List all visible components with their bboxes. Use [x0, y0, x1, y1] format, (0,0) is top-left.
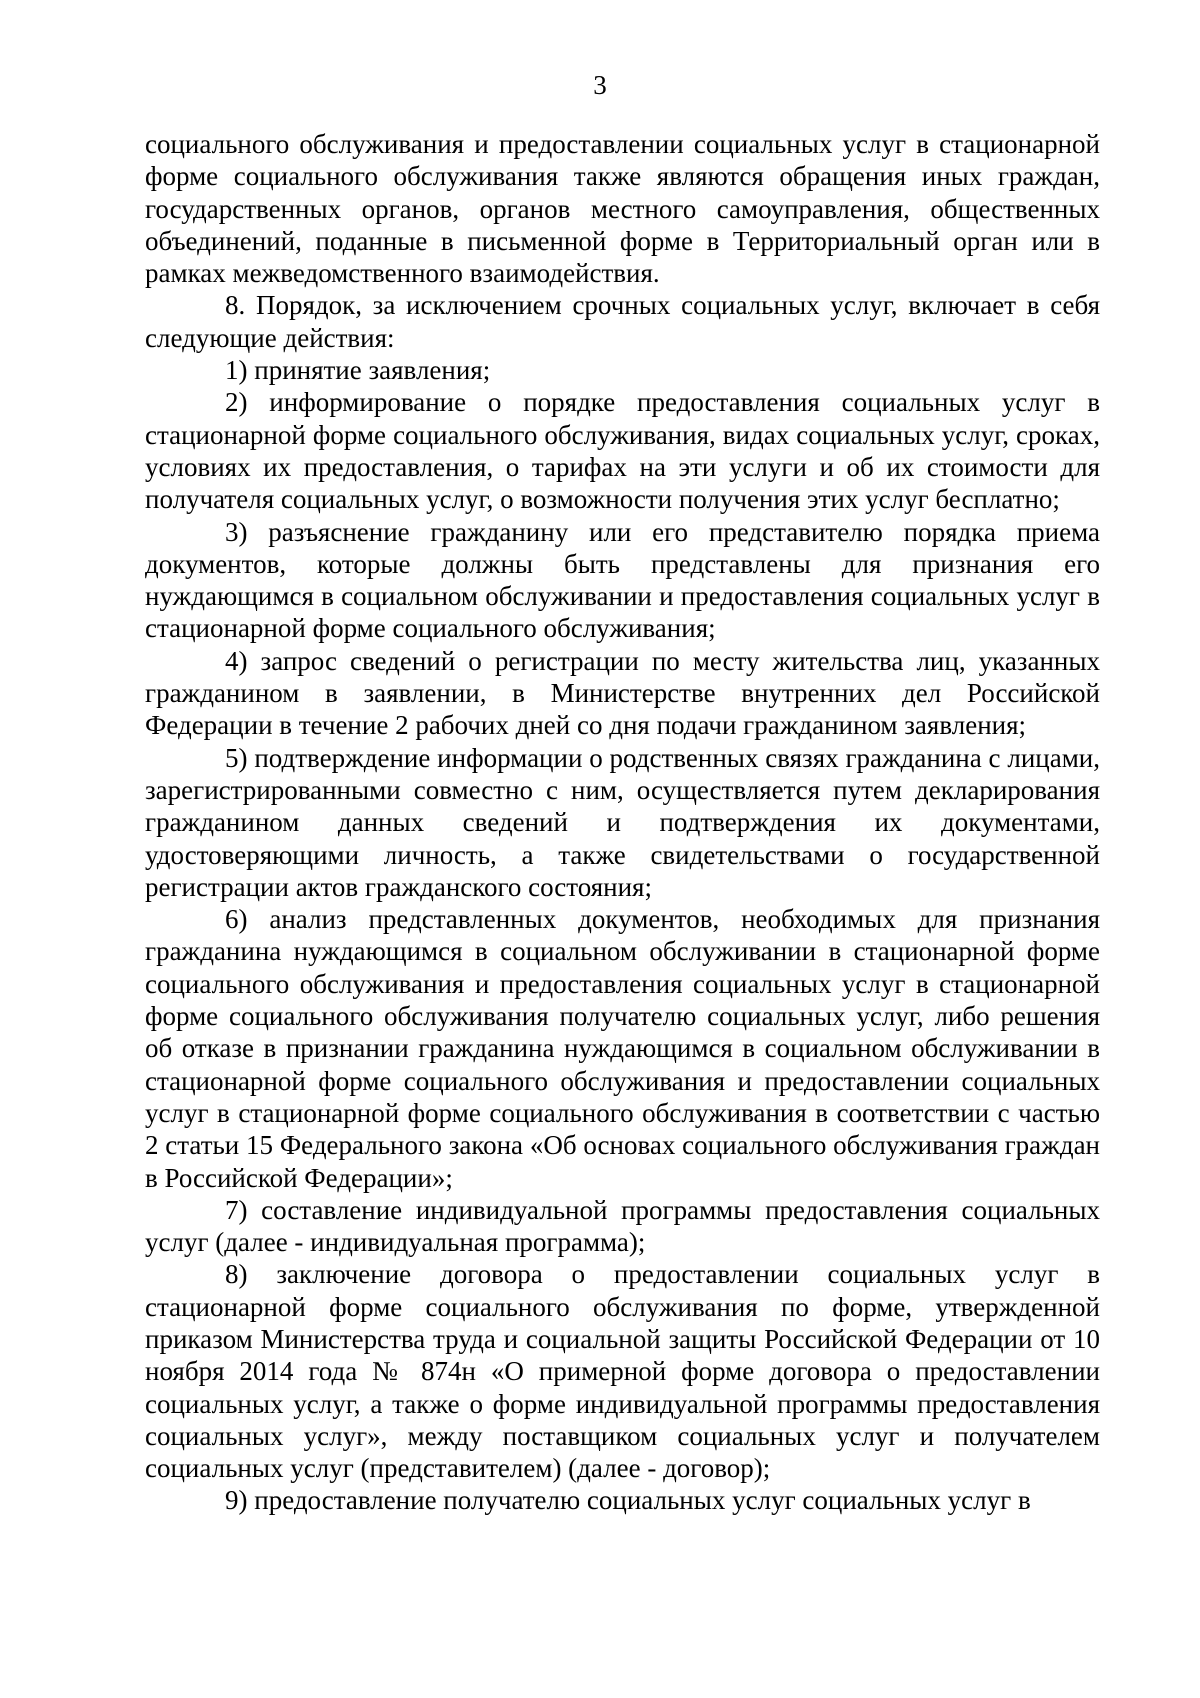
paragraph-item-8: 8. Порядок, за исключением срочных социальных услуг, включает в себя следующие действия:: [145, 290, 1100, 353]
list-item-4: 4) запрос сведений о регистрации по месту жительства лиц, указанных гражданином в заявлении, в Министерстве внутренних дел Российской Федерации в течение 2 рабочих дней со дня подачи гражданином заявления;: [145, 645, 1100, 741]
list-item-1: 1) принятие заявления;: [225, 355, 491, 386]
paragraph-continuation: социального обслуживания и предоставлении социальных услуг в стационарной форме социального обслуживания также являются обращения иных граждан, государственных органов, органов местного самоуправления, общественных объединений, поданные в письменной форме в Территориальный орган или в рамках межведомственного взаимодействия.: [145, 129, 1100, 289]
page-number: 3: [593, 70, 607, 100]
list-item-5: 5) подтверждение информации о родственных связях гражданина с лицами, зарегистрированными совместно с ним, осуществляется путем декларирования гражданином данных сведений и подтверждения их документами, удостоверяющими личность, а также свидетельствами о государственной регистрации актов гражданского состояния;: [145, 742, 1100, 902]
list-item-6: 6) анализ представленных документов, необходимых для признания гражданина нуждающимся в социальном обслуживании в стационарной форме социального обслуживания и предоставления социальных услуг в стационарной форме социального обслуживания получателю социальных услуг, либо решения об отказе в признании гражданина нуждающимся в социальном обслуживании в стационарной форме социального обслуживания и предоставлении социальных услуг в стационарной форме социального обслуживания в соответствии с частью 2 статьи 15 Федерального закона «Об основах социального обслуживания граждан в Российской Федерации»;: [145, 904, 1100, 1193]
list-item-3: 3) разъяснение гражданину или его представителю порядка приема документов, которые должны быть представлены для признания его нуждающимся в социальном обслуживании и предоставления социальных услуг в стационарной форме социального обслуживания;: [145, 516, 1100, 644]
document-body: [145, 128, 1100, 1517]
list-item-8: 8) заключение договора о предоставлении социальных услуг в стационарной форме социального обслуживания по форме, утвержденной приказом Министерства труда и социальной защиты Российской Федерации от 10 ноября 2014 года № 874н «О примерной форме договора о предоставлении социальных услуг, а также о форме индивидуальной программы предоставления социальных услуг», между поставщиком социальных услуг и получателем социальных услуг (представителем) (далее - договор);: [145, 1259, 1100, 1484]
list-item-9: 9) предоставление получателю социальных услуг социальных услуг в: [225, 1485, 1031, 1516]
list-item-7: 7) составление индивидуальной программы предоставления социальных услуг (далее - индивидуальная программа);: [145, 1194, 1100, 1258]
list-item-2: 2) информирование о порядке предоставления социальных услуг в стационарной форме социального обслуживания, видах социальных услуг, сроках, условиях их предоставления, о тарифах на эти услуги и об их стоимости для получателя социальных услуг, о возможности получения этих услуг бесплатно;: [145, 387, 1100, 515]
